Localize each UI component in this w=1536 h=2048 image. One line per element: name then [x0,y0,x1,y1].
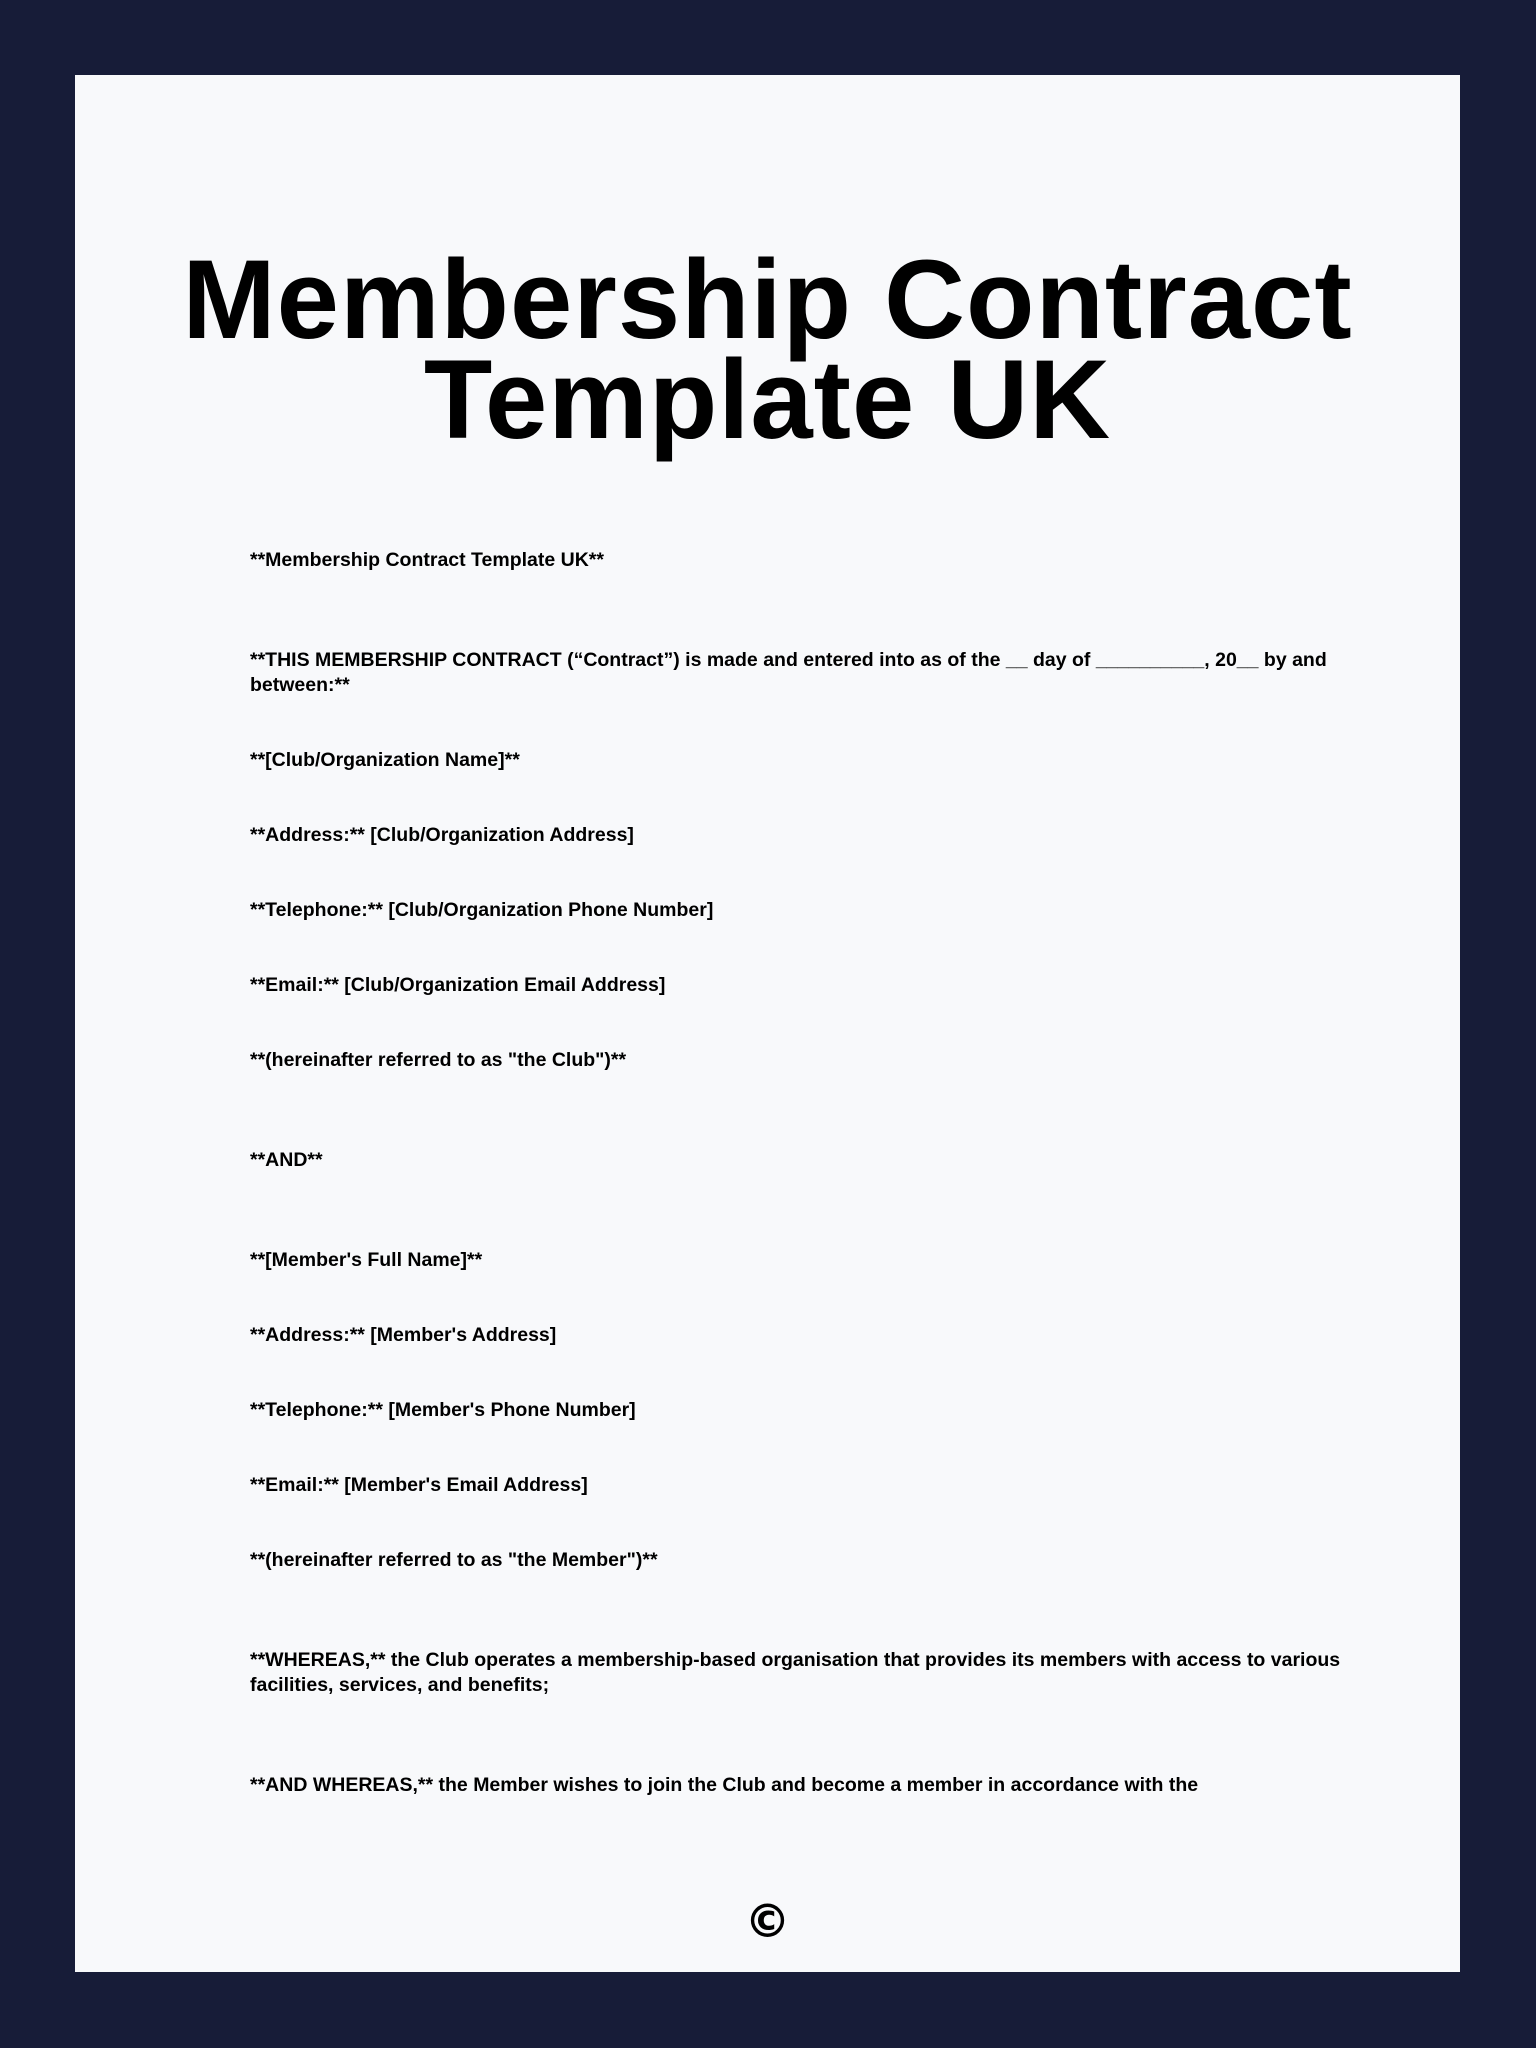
paragraph-member-email: **Email:** [Member's Email Address] [250,1474,588,1496]
paragraph-club-address: **Address:** [Club/Organization Address] [250,824,634,846]
paragraph-and: **AND** [250,1149,323,1171]
paragraph-member-name: **[Member's Full Name]** [250,1249,483,1271]
paragraph-and-whereas: **AND WHEREAS,** the Member wishes to join the Club and become a member in accordance with the [250,1774,1199,1796]
paragraph-member-reference: **(hereinafter referred to as "the Member")** [250,1549,658,1571]
document-page [75,75,1460,1972]
title-line-2: Template UK [423,337,1112,462]
paragraph-whereas: **WHEREAS,** the Club operates a membership-based organisation that provides its members with access to various facilities, services, and benefits; [250,1649,1341,1696]
paragraph-club-telephone: **Telephone:** [Club/Organization Phone Number] [250,899,714,921]
document-title [75,237,1460,462]
copyright-icon: © [744,1894,791,1948]
paragraph-member-telephone: **Telephone:** [Member's Phone Number] [250,1399,636,1421]
title-line-1: Membership Contract [182,237,1353,362]
paragraph-club-email: **Email:** [Club/Organization Email Address] [250,974,666,996]
paragraph-club-name: **[Club/Organization Name]** [250,749,520,771]
paragraph-heading: **Membership Contract Template UK** [250,549,604,571]
paragraph-member-address: **Address:** [Member's Address] [250,1324,557,1346]
paragraph-contract-intro: **THIS MEMBERSHIP CONTRACT (“Contract”) is made and entered into as of the __ day of __________, 20__ by and between:** [250,649,1327,696]
paragraph-club-reference: **(hereinafter referred to as "the Club")** [250,1049,627,1071]
